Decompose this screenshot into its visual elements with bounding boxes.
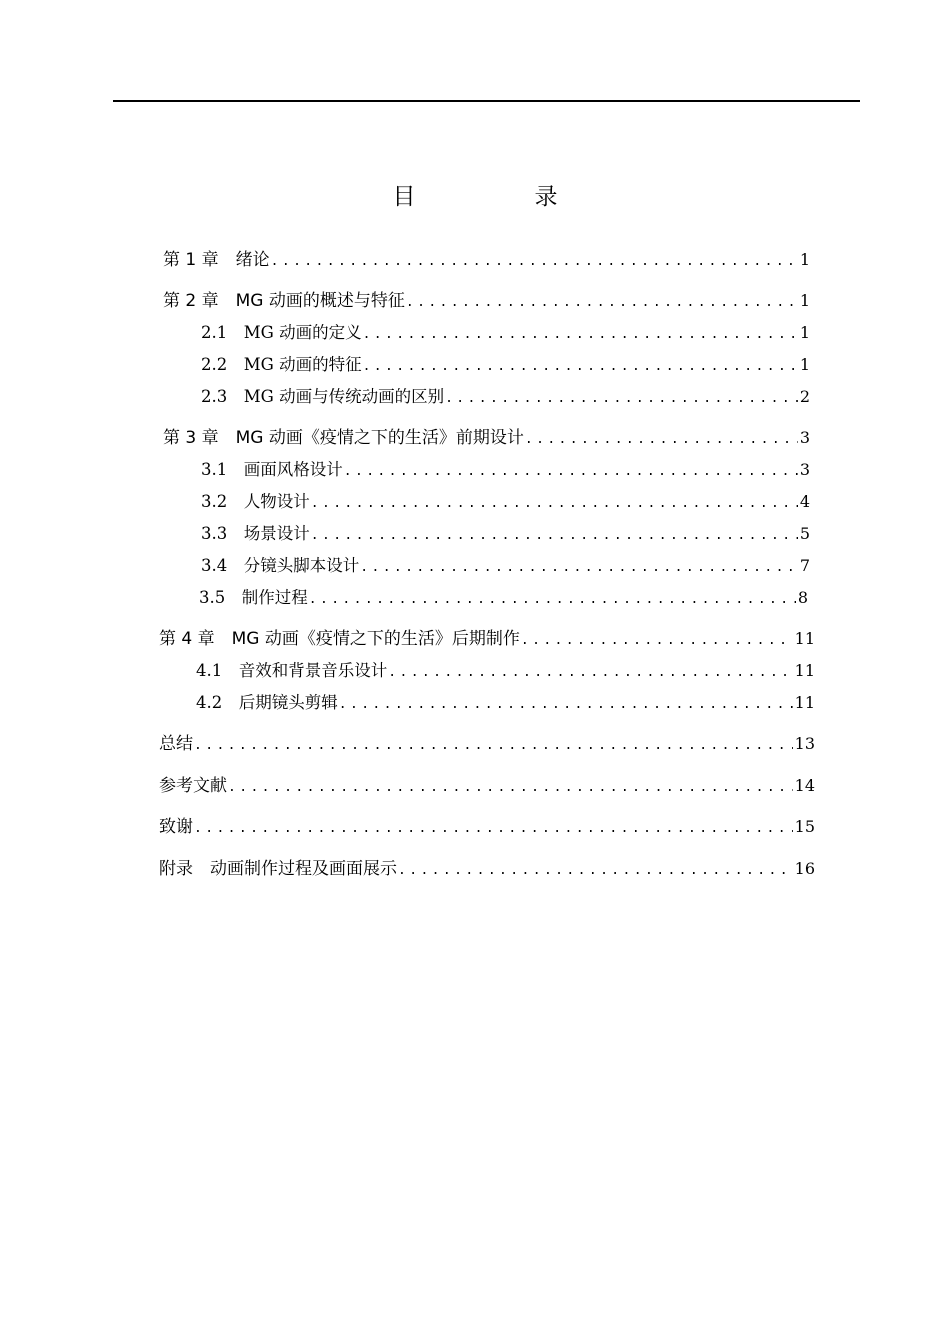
toc-entry-number: 第 1 章: [163, 250, 219, 270]
toc-entry-chapter-1[interactable]: [163, 248, 810, 272]
toc-leader-dots: [343, 460, 798, 484]
toc-entry-separator: [225, 588, 242, 607]
toc-entry-title: 后期镜头剪辑: [238, 693, 338, 712]
toc-page-number: 3: [799, 460, 810, 479]
toc-leader-dots: [310, 492, 798, 516]
toc-leader-dots: [444, 387, 798, 411]
toc-entry-summary[interactable]: [159, 732, 815, 756]
toc-entry-label: [201, 353, 362, 377]
toc-leader-dots: [397, 859, 793, 883]
toc-entry-section-3-3[interactable]: [201, 522, 810, 546]
toc-entry-label: [201, 490, 310, 514]
toc-entry-separator: [227, 492, 244, 511]
toc-entry-number: 3.2: [201, 492, 228, 511]
toc-entry-label: [201, 458, 343, 482]
toc-entry-label: [199, 586, 308, 610]
toc-leader-dots: [405, 291, 798, 315]
toc-entry-number: 附录: [159, 859, 193, 879]
toc-entry-separator: [215, 629, 232, 649]
toc-entry-section-2-3[interactable]: [201, 385, 810, 409]
toc-entry-label: [196, 691, 338, 715]
toc-entry-separator: [219, 250, 236, 270]
toc-entry-title: MG 动画与传统动画的区别: [243, 387, 445, 406]
toc-entry-separator: [193, 859, 210, 879]
toc-entry-title: 总结: [159, 734, 193, 754]
toc-page-number: 1: [799, 291, 810, 310]
toc-entry-section-4-1[interactable]: [196, 659, 815, 683]
toc-entry-appendix[interactable]: [159, 857, 815, 881]
toc-entry-section-3-5[interactable]: [199, 586, 808, 610]
toc-entry-number: 第 3 章: [163, 428, 219, 448]
toc-page-number: 7: [799, 556, 810, 575]
toc-page-number: 2: [799, 387, 810, 406]
toc-entry-section-3-4[interactable]: [201, 554, 810, 578]
toc-entry-label: [163, 248, 270, 272]
toc-entry-title: 画面风格设计: [243, 460, 343, 479]
toc-entry-label: [159, 815, 193, 839]
toc-leader-dots: [193, 817, 793, 841]
toc-page-number: 1: [799, 250, 810, 269]
toc-entry-chapter-3[interactable]: [163, 426, 810, 450]
toc-entry-section-3-1[interactable]: [201, 458, 810, 482]
toc-entry-title: MG 动画的定义: [243, 323, 362, 342]
toc-page-number: 5: [799, 524, 810, 543]
toc-leader-dots: [193, 734, 793, 758]
toc-entry-chapter-2[interactable]: [163, 289, 810, 313]
toc-page-number: 16: [794, 859, 815, 878]
toc-page-number: 8: [797, 588, 808, 607]
toc-entry-separator: [222, 693, 239, 712]
toc-page-number: 13: [794, 734, 815, 753]
toc-entry-title: 动画制作过程及画面展示: [210, 859, 397, 879]
toc-entry-title: 人物设计: [243, 492, 310, 511]
toc-page-number: 11: [794, 661, 815, 680]
toc-entry-label: [196, 659, 387, 683]
toc-entry-acknowledgements[interactable]: [159, 815, 815, 839]
toc-entry-label: [201, 522, 310, 546]
toc-entry-number: 第 4 章: [159, 629, 215, 649]
toc-entry-label: [201, 385, 444, 409]
toc-page-number: 4: [799, 492, 810, 511]
toc-leader-dots: [524, 428, 798, 452]
header-rule: [113, 100, 860, 102]
toc-entry-label: [201, 321, 362, 345]
toc-entry-title: 制作过程: [241, 588, 308, 607]
toc-leader-dots: [387, 661, 792, 685]
toc-entry-title: 参考文献: [159, 776, 227, 796]
toc-leader-dots: [362, 323, 798, 347]
toc-entry-number: 第 2 章: [163, 291, 219, 311]
toc-leader-dots: [227, 776, 793, 800]
toc-entry-title: 致谢: [159, 817, 193, 837]
toc-entry-number: 3.5: [199, 588, 226, 607]
toc-page-number: 14: [794, 776, 815, 795]
toc-leader-dots: [310, 524, 798, 548]
page-title: 目 录: [392, 184, 606, 210]
toc-page-number: 1: [799, 323, 810, 342]
toc-entry-separator: [219, 291, 236, 311]
toc-entry-title: MG 动画《疫情之下的生活》前期设计: [235, 428, 524, 448]
toc-entry-section-2-1[interactable]: [201, 321, 810, 345]
toc-entry-chapter-4[interactable]: [159, 627, 815, 651]
toc-leader-dots: [362, 355, 798, 379]
toc-leader-dots: [359, 556, 798, 580]
toc-entry-title: 分镜头脚本设计: [243, 556, 360, 575]
toc-entry-number: 2.1: [201, 323, 228, 342]
toc-entry-title: MG 动画的特征: [243, 355, 362, 374]
toc-entry-references[interactable]: [159, 774, 815, 798]
toc-entry-separator: [219, 428, 236, 448]
toc-entry-separator: [227, 323, 244, 342]
toc-entry-title: 绪论: [235, 250, 270, 270]
toc-entry-label: [163, 289, 405, 313]
toc-page-number: 15: [794, 817, 815, 836]
toc-entry-label: [159, 732, 193, 756]
toc-entry-label: [159, 857, 397, 881]
toc-entry-title: 场景设计: [243, 524, 310, 543]
toc-entry-separator: [227, 556, 244, 575]
toc-entry-number: 3.1: [201, 460, 228, 479]
toc-entry-separator: [227, 524, 244, 543]
toc-leader-dots: [520, 629, 793, 653]
toc-page-number: 1: [799, 355, 810, 374]
toc-entry-section-3-2[interactable]: [201, 490, 810, 514]
toc-leader-dots: [308, 588, 796, 612]
toc-entry-label: [159, 627, 520, 651]
toc-entry-title: MG 动画的概述与特征: [235, 291, 405, 311]
toc-entry-separator: [222, 661, 239, 680]
toc-entry-number: 4.2: [196, 693, 223, 712]
toc-entry-title: 音效和背景音乐设计: [238, 661, 388, 680]
toc-entry-separator: [227, 355, 244, 374]
toc-page-number: 11: [794, 629, 815, 648]
toc-page-number: 11: [794, 693, 815, 712]
toc-entry-separator: [227, 460, 244, 479]
toc-entry-section-2-2[interactable]: [201, 353, 810, 377]
toc-page-number: 3: [799, 428, 810, 447]
toc-entry-section-4-2[interactable]: [196, 691, 815, 715]
toc-entry-number: 3.4: [201, 556, 228, 575]
toc-entry-number: 3.3: [201, 524, 228, 543]
toc-leader-dots: [270, 250, 798, 274]
toc-entry-number: 4.1: [196, 661, 223, 680]
toc-entry-title: MG 动画《疫情之下的生活》后期制作: [231, 629, 520, 649]
toc-entry-separator: [227, 387, 244, 406]
toc-leader-dots: [338, 693, 793, 717]
toc-entry-label: [163, 426, 524, 450]
toc-entry-number: 2.3: [201, 387, 228, 406]
toc-entry-label: [201, 554, 359, 578]
toc-entry-label: [159, 774, 227, 798]
toc-entry-number: 2.2: [201, 355, 228, 374]
